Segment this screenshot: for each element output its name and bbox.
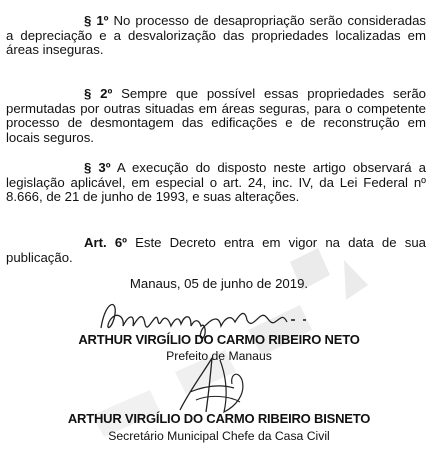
signatory-1-name: ARTHUR VIRGÍLIO DO CARMO RIBEIRO NETO	[78, 332, 360, 347]
signatory-1-role: Prefeito de Manaus	[166, 349, 272, 363]
article-6-text: Este Decreto entra em vigor na data de sua publicação.	[6, 235, 426, 265]
paragraph-1-label: § 1º	[84, 13, 109, 28]
paragraph-2	[6, 87, 426, 145]
paragraph-2-label: § 2º	[84, 86, 113, 101]
signature-2	[150, 350, 270, 420]
article-6	[6, 236, 426, 265]
paragraph-3-label: § 3º	[84, 160, 111, 175]
article-6-label: Art. 6º	[84, 235, 127, 250]
signatory-2-role: Secretário Municipal Chefe da Casa Civil	[108, 429, 330, 443]
signatory-2-name: ARTHUR VIRGÍLIO DO CARMO RIBEIRO BISNETO	[67, 411, 371, 426]
paragraph-3-text: A execução do disposto neste artigo observará a legislação aplicável, em especial o art. 24, inc. IV, da Lei Federal nº 8.666, de 21 de junho de 1993, e suas alterações.	[6, 160, 426, 205]
paragraph-2-text: Sempre que possível essas propriedades serão permutadas por outras situadas em áreas seguras, para o competente processo de desmontagem das edificações e de reconstrução em locais seguros.	[6, 86, 426, 145]
paragraph-1	[6, 14, 426, 58]
date-line: Manaus, 05 de junho de 2019.	[129, 276, 309, 291]
paragraph-1-text: No processo de desapropriação serão consideradas a depreciação e a desvalorização das propriedades localizadas em áreas inseguras.	[6, 13, 427, 58]
paragraph-3	[6, 161, 426, 205]
